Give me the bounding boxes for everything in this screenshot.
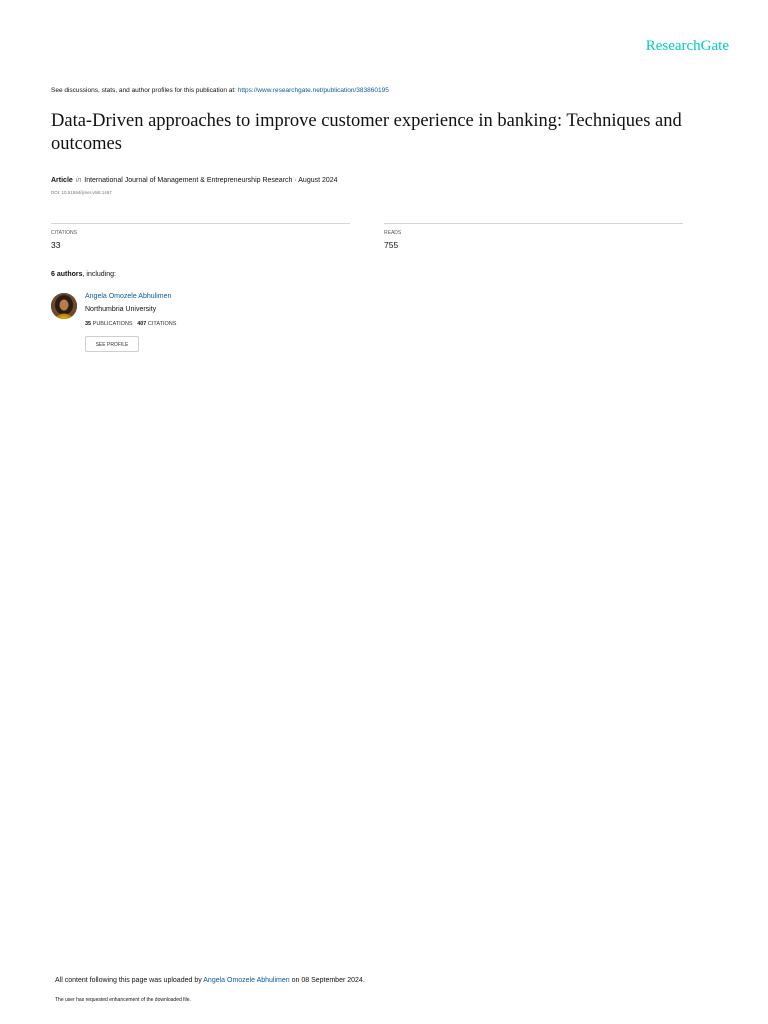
publication-title: Data-Driven approaches to improve customer experience in banking: Techniques and outcomes — [51, 111, 682, 154]
author-name-link[interactable]: Angela Omozele Abhulimen — [85, 293, 172, 300]
author-stats — [85, 321, 176, 327]
author-citations-count: 407 — [137, 321, 147, 327]
reads-label: READS — [384, 230, 402, 236]
journal-venue: International Journal of Management & Entrepreneurship Research · August 2024 — [84, 177, 338, 184]
researchgate-logo[interactable]: ResearchGate — [645, 38, 729, 54]
discussions-text: See discussions, stats, and author profiles for this publication at: — [51, 87, 238, 94]
author-institution: Northumbria University — [85, 306, 157, 313]
uploaded-suffix: on 08 September 2024. — [289, 977, 365, 984]
discussions-line — [51, 87, 389, 94]
uploader-link[interactable]: Angela Omozele Abhulimen — [203, 977, 290, 984]
citations-divider — [51, 223, 350, 224]
authors-summary — [51, 271, 116, 278]
in-word: in — [75, 177, 82, 184]
author-citations-label: CITATIONS — [147, 321, 177, 327]
uploaded-notice — [55, 977, 365, 984]
authors-count: 6 authors — [51, 271, 83, 278]
article-type: Article — [51, 177, 73, 184]
reads-divider — [384, 223, 683, 224]
see-profile-button[interactable]: SEE PROFILE — [85, 336, 139, 352]
reads-value: 755 — [384, 240, 399, 250]
article-info — [51, 177, 338, 184]
author-publications-label: PUBLICATIONS — [92, 321, 133, 327]
avatar-portrait-icon — [51, 293, 77, 319]
citations-label: CITATIONS — [51, 230, 77, 236]
author-publications-count: 35 — [85, 321, 92, 327]
doi: DOI: 10.51594/ijmer.v6i8.1467 — [51, 190, 112, 195]
uploaded-prefix: All content following this page was uploaded by — [55, 977, 204, 984]
citations-value: 33 — [51, 240, 61, 250]
publication-url-link[interactable]: https://www.researchgate.net/publication/383860195 — [237, 87, 389, 94]
enhancement-note: The user has requested enhancement of the downloaded file. — [55, 997, 191, 1003]
author-avatar[interactable] — [51, 293, 77, 319]
authors-suffix: , including: — [82, 271, 116, 278]
